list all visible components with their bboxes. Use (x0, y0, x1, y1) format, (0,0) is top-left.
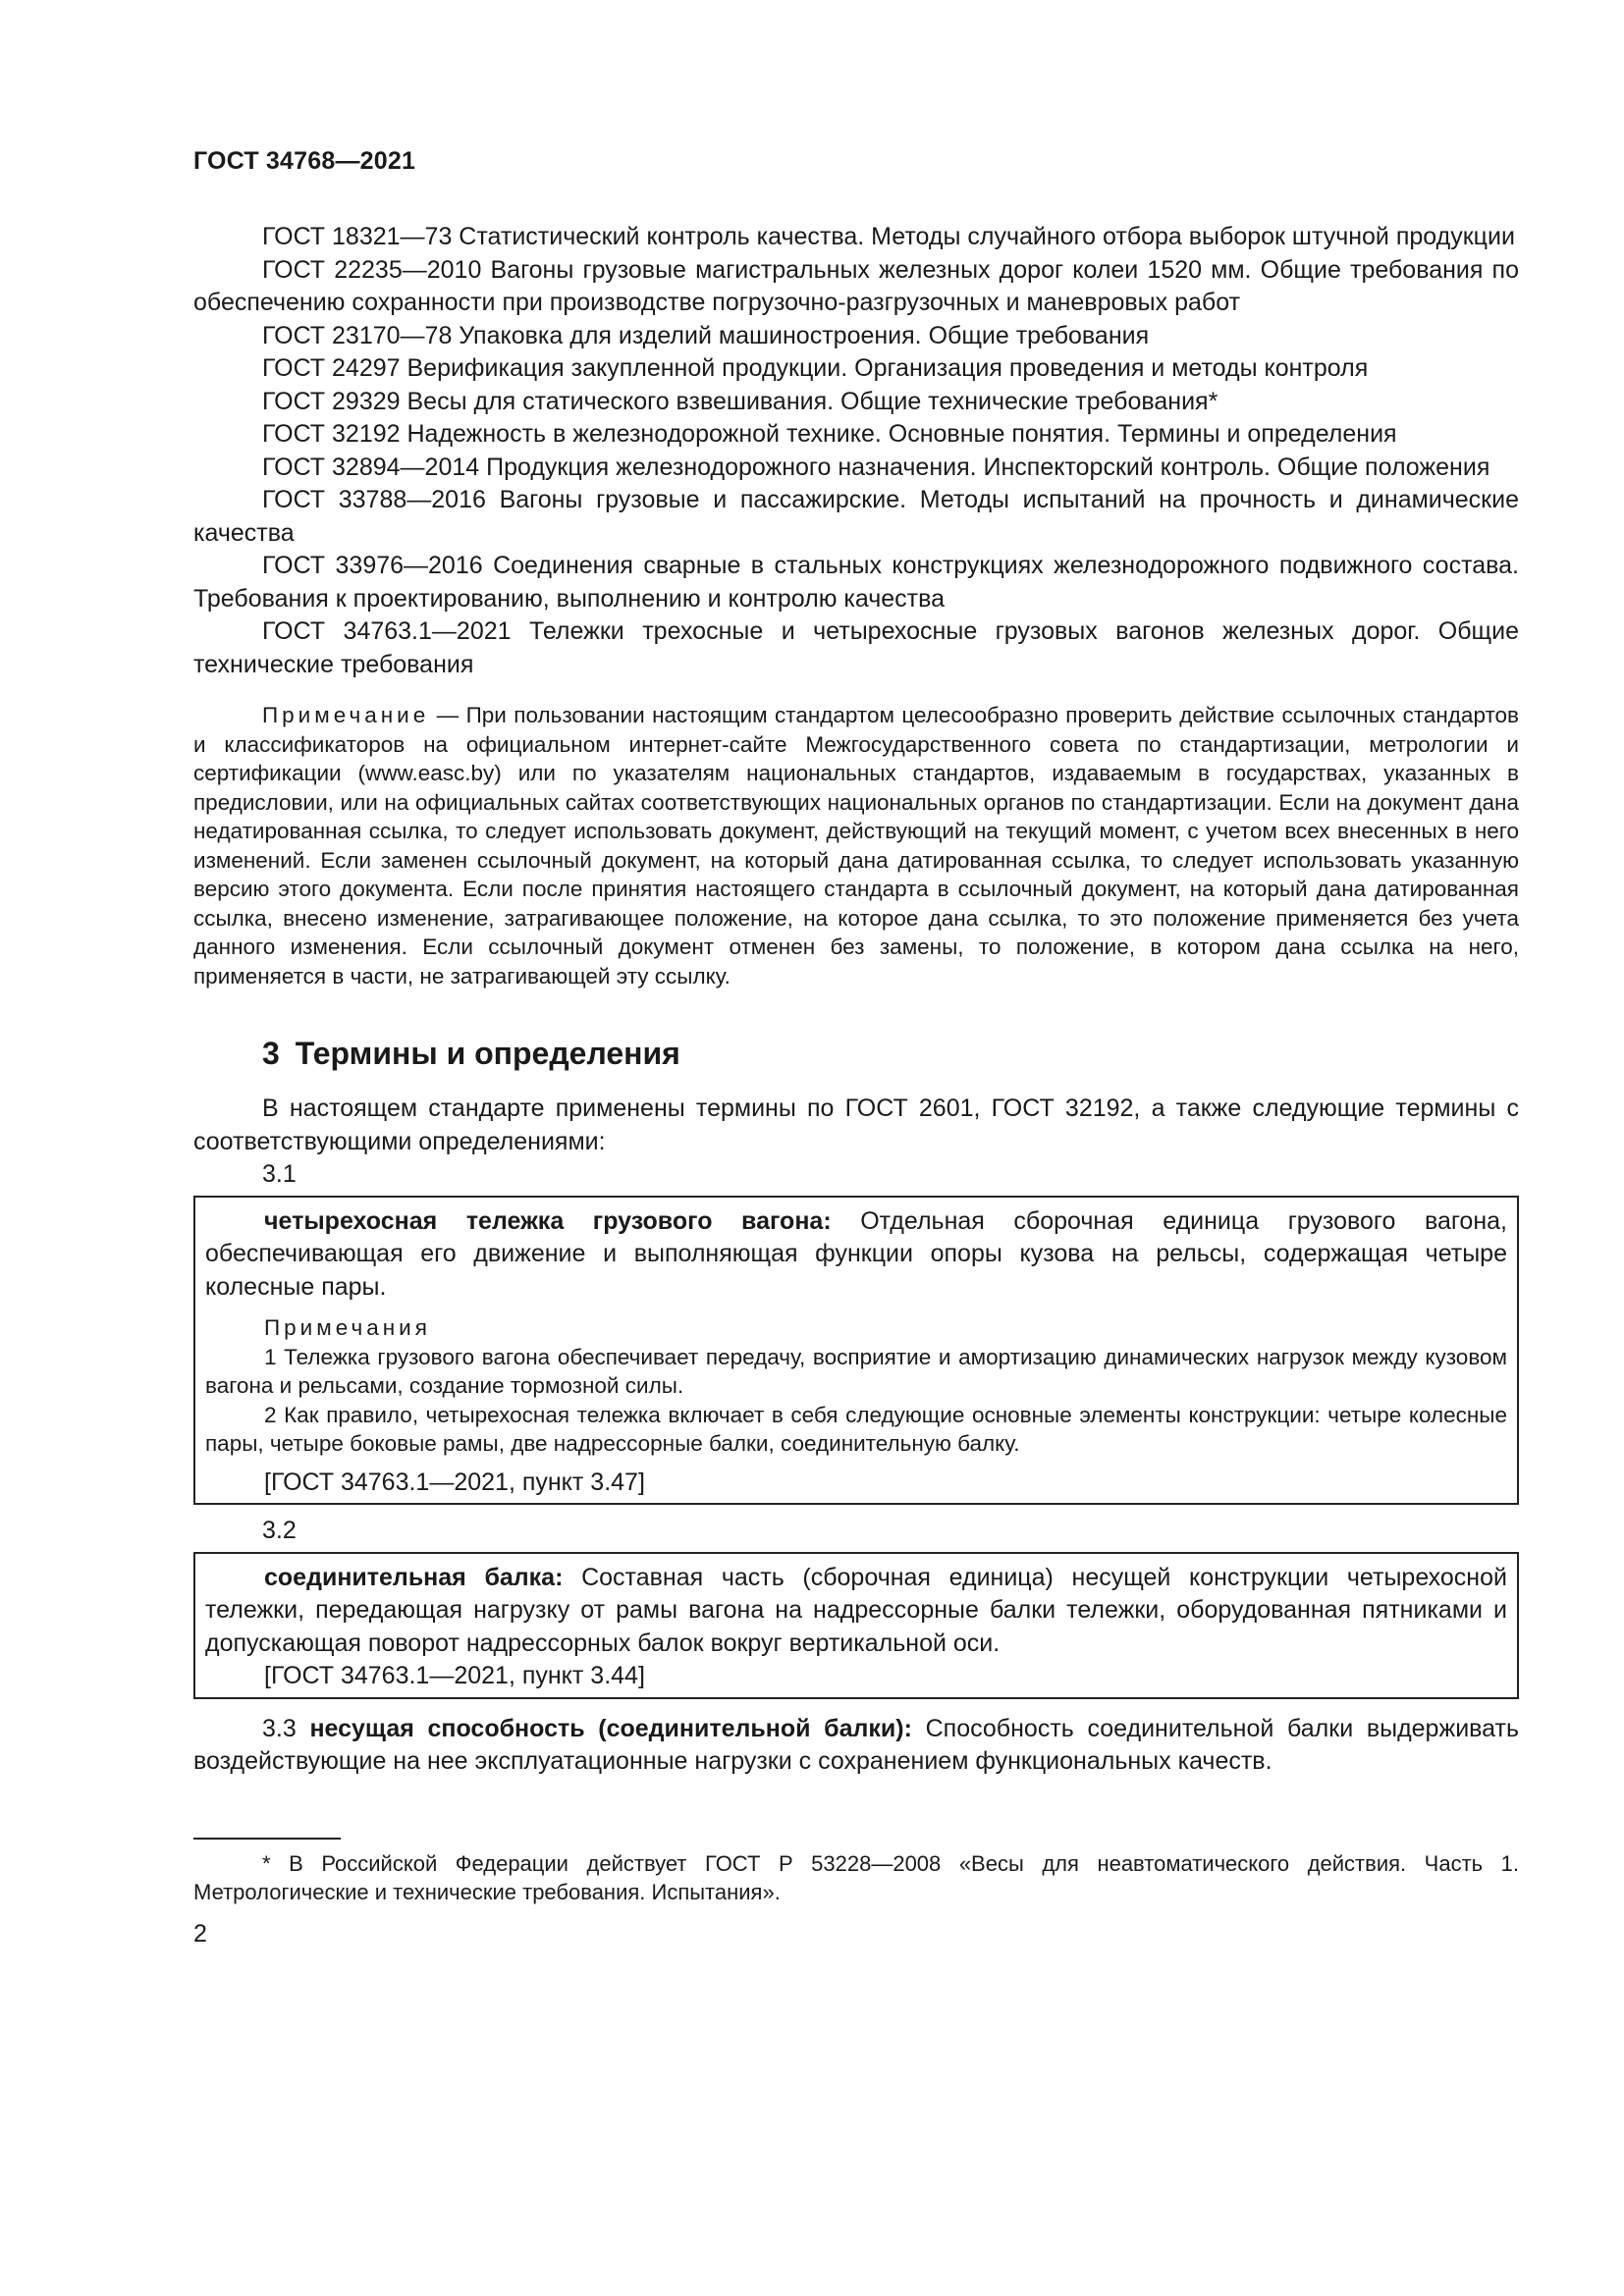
footnote-divider (193, 1838, 341, 1840)
document-page (193, 147, 1519, 1949)
term-source: [ГОСТ 34763.1—2021, пункт 3.47] (264, 1468, 645, 1496)
reference-item: ГОСТ 33976—2016 Соединения сварные в стальных конструкциях железнодорожного подвижного состава. Требования к проектированию, выполнению и контролю качества (193, 552, 1519, 613)
term-number: 3.2 (262, 1517, 297, 1544)
note-label: Примечание (262, 703, 430, 727)
term-definition (205, 1205, 1507, 1305)
section-intro: В настоящем стандарте применены термины по ГОСТ 2601, ГОСТ 32192, а также следующие термины с соответствующими определениями: (193, 1095, 1519, 1155)
normative-references (193, 221, 1519, 681)
term-name: несущая способность (соединительной балки): (309, 1714, 912, 1742)
term-box (193, 1196, 1519, 1506)
note-item: 1 Тележка грузового вагона обеспечивает передачу, восприятие и амортизацию динамических нагрузок между кузовом вагона и рельсами, создание тормозной силы. (205, 1344, 1507, 1398)
reference-item: ГОСТ 32192 Надежность в железнодорожной технике. Основные понятия. Термины и определения (262, 420, 1397, 448)
document-header: ГОСТ 34768—2021 (193, 147, 416, 175)
term-definition-text: Способность соединительной балки выдерживать воздействующие на нее эксплуатационные нагрузки с сохранением функциональных качеств. (193, 1714, 1519, 1775)
term-name: четырехосная тележка грузового вагона: (264, 1206, 832, 1235)
term-number: 3.3 (262, 1714, 297, 1742)
reference-item: ГОСТ 29329 Весы для статического взвешивания. Общие технические требования* (262, 387, 1218, 415)
notes-heading: Примечания (264, 1315, 431, 1340)
term-definition (193, 1713, 1519, 1779)
reference-item: ГОСТ 33788—2016 Вагоны грузовые и пассажирские. Методы испытаний на прочность и динамические качества (193, 486, 1519, 547)
term-source: [ГОСТ 34763.1—2021, пункт 3.44] (264, 1662, 645, 1689)
term-definition-text: Составная часть (сборочная единица) несущей конструкции четырехосной тележки, передающая нагрузку от рамы вагона на надрессорные балки тележки, оборудованная пятниками и допускающая поворот надрессорных балок вокруг вертикальной оси. (205, 1563, 1507, 1657)
term-number: 3.1 (262, 1160, 297, 1188)
section-title: Термины и определения (295, 1036, 680, 1071)
term-box (193, 1552, 1519, 1699)
reference-item: ГОСТ 18321—73 Статистический контроль качества. Методы случайного отбора выборок штучной продукции (262, 223, 1515, 250)
term-notes (205, 1313, 1507, 1459)
section-number: 3 (262, 1036, 280, 1071)
footnote: * В Российской Федерации действует ГОСТ Р 53228—2008 «Весы для неавтоматического действия. Часть 1. Метрологические и технические требования. Испытания». (193, 1850, 1519, 1904)
note-text: — При пользовании настоящим стандартом целесообразно проверить действие ссылочных стандартов и классификаторов на официальном интернет-сайте Межгосударственного совета по стандартизации, метрологии и сертификации (www.easc.by) или по указателям национальных стандартов, издаваемым в государствах, указанных в предисловии, или на официальных сайтах соответствующих национальных органов по стандартизации. Если на документ дана недатированная ссылка, то следует использовать документ, действующий на текущий момент, с учетом всех внесенных в него изменений. Если заменен ссылочный документ, на который дана датированная ссылка, то следует использовать указанную версию этого документа. Если после принятия настоящего стандарта в ссылочный документ, на который дана датированная ссылка, внесено изменение, затрагивающее положение, на которое дана ссылка, то это положение применяется без учета данного изменения. Если ссылочный документ отменен без замены, то положение, в котором дана ссылка на него, применяется в части, не затрагивающей эту ссылку. (193, 703, 1519, 988)
reference-item: ГОСТ 22235—2010 Вагоны грузовые магистральных железных дорог колеи 1520 мм. Общие требования по обеспечению сохранности при производстве погрузочно-разгрузочных и маневровых работ (193, 255, 1519, 316)
reference-item: ГОСТ 23170—78 Упаковка для изделий машиностроения. Общие требования (262, 321, 1150, 349)
reference-item: ГОСТ 34763.1—2021 Тележки трехосные и четырехосные грузовых вагонов железных дорог. Общие технические требования (193, 617, 1519, 678)
section-heading (262, 1034, 1519, 1073)
note-item: 2 Как правило, четырехосная тележка включает в себя следующие основные элементы конструкции: четыре колесные пары, четыре боковые рамы, две надрессорные балки, соединительную балку. (205, 1402, 1507, 1456)
term-name: соединительная балка: (264, 1563, 564, 1591)
page-number: 2 (193, 1919, 207, 1948)
reference-item: ГОСТ 24297 Верификация закупленной продукции. Организация проведения и методы контроля (262, 354, 1369, 382)
reference-item: ГОСТ 32894—2014 Продукция железнодорожного назначения. Инспекторский контроль. Общие положения (262, 453, 1490, 481)
term-definition-text: Отдельная сборочная единица грузового вагона, обеспечивающая его движение и выполняющая функции опоры кузова на рельсы, содержащая четыре колесные пары. (205, 1206, 1507, 1301)
references-note (193, 701, 1519, 990)
term-definition (205, 1562, 1507, 1661)
